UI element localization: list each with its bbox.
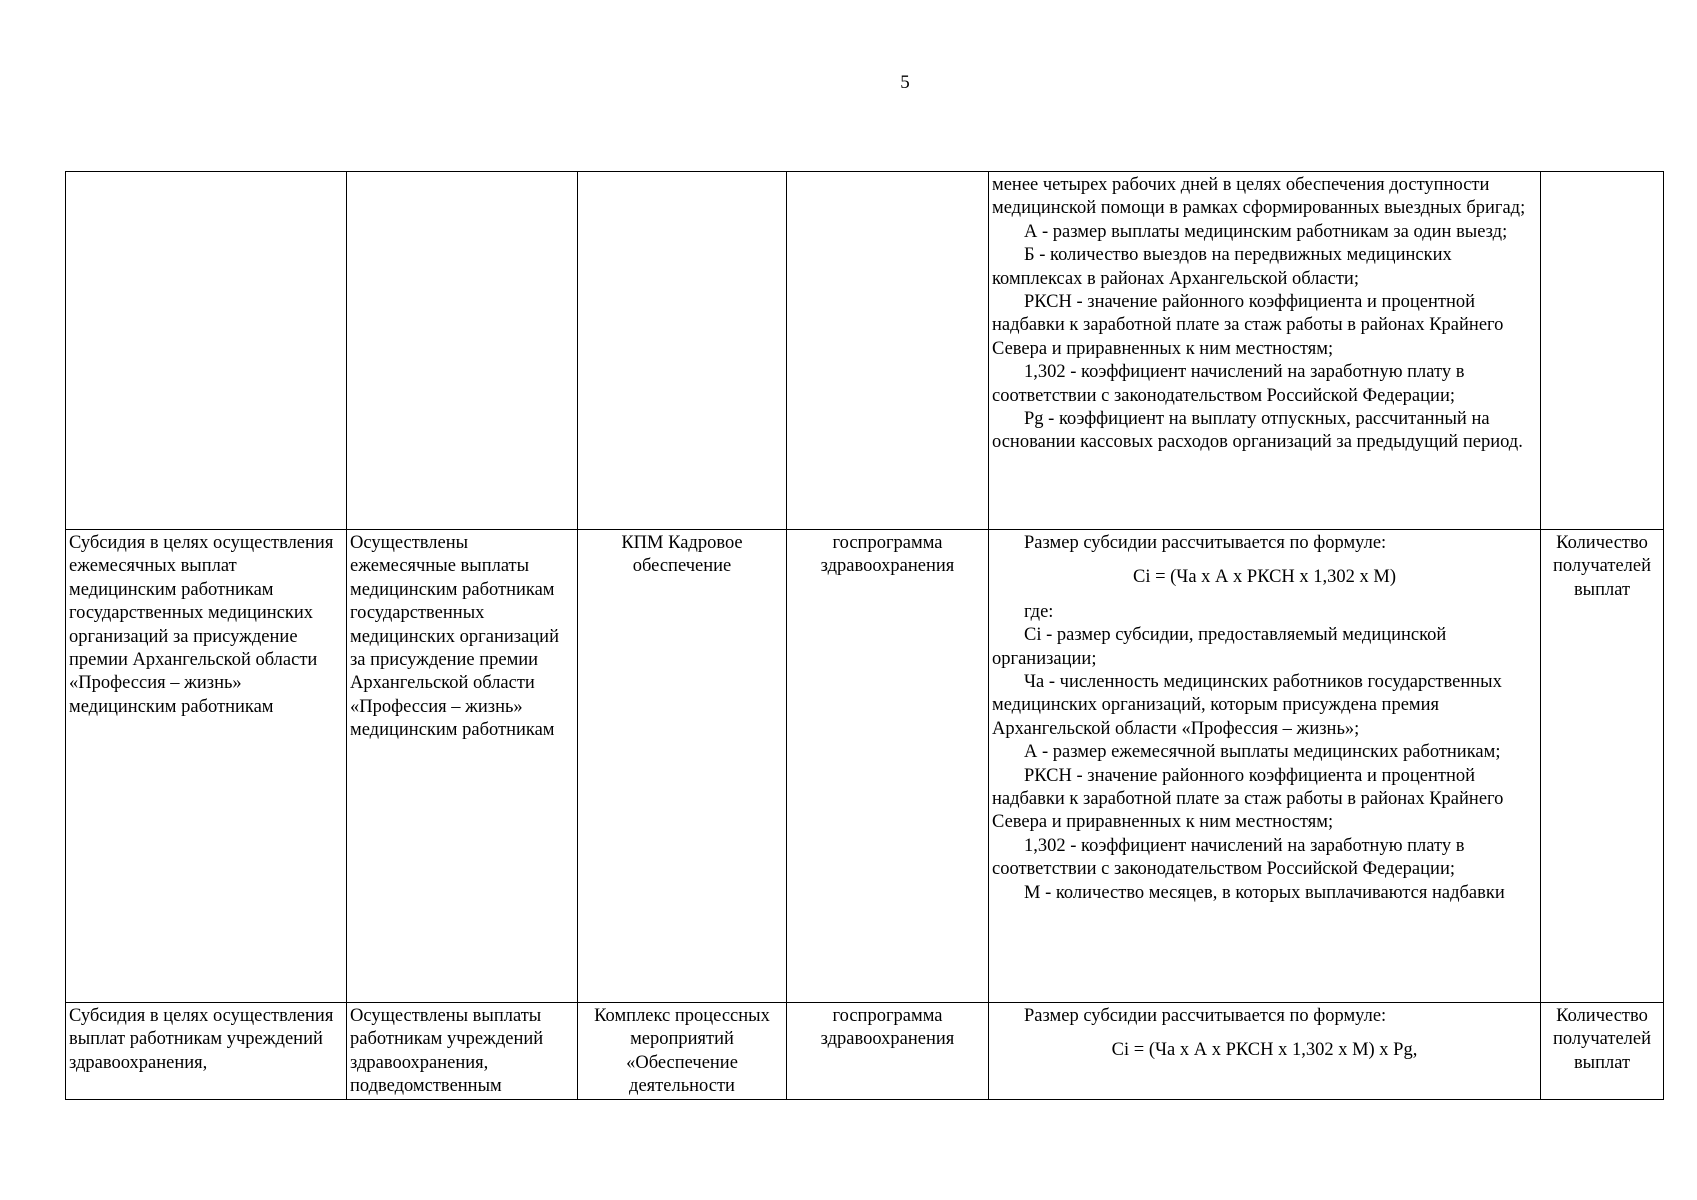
formula-text-line: где: (1024, 601, 1054, 622)
project-cell: Комплекс процессных мероприятий «Обеспечение деятельности (578, 1003, 787, 1100)
formula-intro: Размер субсидии рассчитывается по формуле: (1024, 1006, 1387, 1026)
indicator-cell (1541, 172, 1664, 530)
indicator-cell: Количество получателей выплат (1541, 530, 1664, 1003)
subsidy-table (65, 171, 1664, 1100)
result-cell: Осуществлены ежемесячные выплаты медицинским работникам государственных медицинских организаций за присуждение премии Архангельской области «Профессия – жизнь» медицинским работникам (347, 530, 578, 1003)
formula-text-line: А - размер выплаты медицинским работникам за один выезд; (1024, 221, 1508, 242)
formula-text-line: Ci - размер субсидии, предоставляемый медицинской организации; (992, 625, 1447, 669)
table-row (66, 172, 1664, 530)
program-cell (787, 172, 989, 530)
program-cell: госпрограмма здравоохранения (787, 530, 989, 1003)
formula-text-line: А - размер ежемесячной выплаты медицинских работникам; (1024, 742, 1501, 763)
page-number: 5 (900, 72, 910, 93)
formula-text-line: 1,302 - коэффициент начислений на заработную плату в соответствии с законодательством Российской Федерации; (992, 835, 1465, 880)
project-cell: КПМ Кадровое обеспечение (578, 530, 787, 1003)
result-cell: Осуществлены выплаты работникам учреждений здравоохранения, подведомственным (347, 1003, 578, 1100)
formula-description-cell (989, 172, 1541, 530)
formula-text-line: РКСН - значение районного коэффициента и процентной надбавки к заработной плате за стаж работы в районах Крайнего Севера и приравненных к ним местностям; (992, 292, 1504, 359)
subsidy-name-cell: Субсидия в целях осуществления выплат работникам учреждений здравоохранения, (66, 1003, 347, 1100)
formula-text-line: М - количество месяцев, в которых выплачиваются надбавки (1024, 882, 1505, 903)
subsidy-name-cell: Субсидия в целях осуществления ежемесячных выплат медицинским работникам государственных медицинских организаций за присуждение премии Архангельской области «Профессия – жизнь» медицинским работникам (66, 530, 347, 1003)
formula: Ci = (Ча x А x РКСН x 1,302 x М) x Pg, (1111, 1040, 1418, 1061)
table-row (66, 530, 1664, 1003)
formula-text-line: Б - количество выездов на передвижных медицинских комплексах в районах Архангельской области; (992, 245, 1452, 289)
table-row (66, 1003, 1664, 1100)
indicator-cell: Количество получателей выплат (1541, 1003, 1664, 1100)
formula-text-line: 1,302 - коэффициент начислений на заработную плату в соответствии с законодательством Российской Федерации; (992, 362, 1465, 406)
formula-text-line: РКСН - значение районного коэффициента и процентной надбавки к заработной плате за стаж работы в районах Крайнего Севера и приравненных к ним местностям; (992, 765, 1504, 833)
result-cell (347, 172, 578, 530)
program-cell: госпрограмма здравоохранения (787, 1003, 989, 1100)
formula-text-line: Ча - численность медицинских работников государственных медицинских организаций, которым присуждена премия Архангельской области «Профессия – жизнь»; (992, 672, 1502, 739)
project-cell (578, 172, 787, 530)
formula-description-cell (989, 1003, 1541, 1100)
formula-text-line: менее четырех рабочих дней в целях обеспечения доступности медицинской помощи в рамках сформированных выездных бригад; (992, 175, 1526, 219)
formula-description-cell (989, 530, 1541, 1003)
formula-text-line: Pg - коэффициент на выплату отпускных, рассчитанный на основании кассовых расходов организаций за предыдущий период. (992, 409, 1523, 453)
formula-intro: Размер субсидии рассчитывается по формуле: (1024, 533, 1387, 553)
formula: Ci = (Ча x А x РКСН x 1,302 x М) (1132, 567, 1397, 588)
subsidy-name-cell (66, 172, 347, 530)
